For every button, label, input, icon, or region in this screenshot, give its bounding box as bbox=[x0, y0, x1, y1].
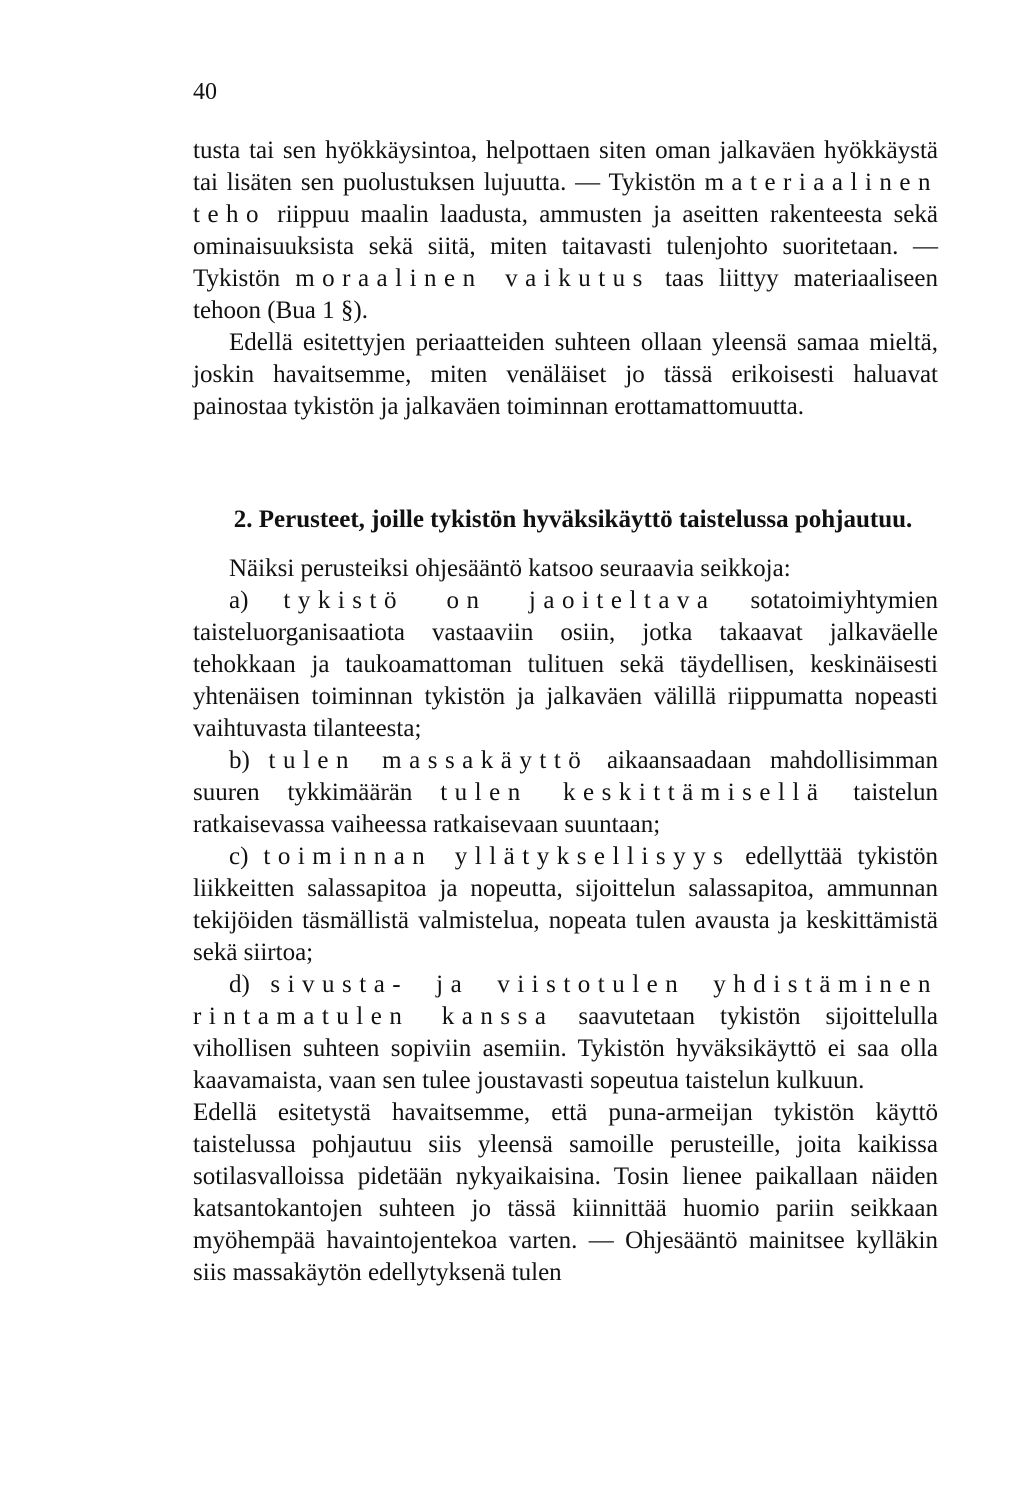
top-text bbox=[193, 135, 938, 423]
intro-paragraph: Näiksi perusteiksi ohjesääntö katsoo seuraavia seikkoja: bbox=[229, 555, 791, 582]
spaced-term: moraalinen vaikutus bbox=[295, 265, 650, 292]
section-text bbox=[193, 553, 938, 1289]
list-item-b: b) tulen massakäyttö aikaansaadaan mahdollisimman suuren tykkimäärän tulen keskittämisellä taistelun ratkaisevassa vaiheessa ratkaisevaan suuntaan; bbox=[193, 747, 939, 838]
list-item-c: c) toiminnan yllätyksellisyys edellyttää tykistön liikkeitten salassapitoa ja nopeutta, sijoittelun salassapitoa, ammunnan tekijöiden täsmällistä valmistelua, nopeata tulen avausta ja keskittämistä sekä siirtoa; bbox=[193, 843, 939, 966]
paragraph-1: tusta tai sen hyökkäysintoa, helpottaen siten oman jalkaväen hyökkäystä tai lisäten sen puolustuksen lujuutta. — Tykistön materiaalinen teho riippuu maalin laadusta, ammusten ja aseitten rakenteesta sekä ominaisuuksista sekä siitä, miten taitavasti tulenjohto suoritetaan. — Tykistön moraalinen vaikutus taas liittyy materiaaliseen tehoon (Bua 1 §). bbox=[193, 137, 938, 324]
page-number: 40 bbox=[193, 79, 217, 105]
paragraph-2: Edellä esitettyjen periaatteiden suhteen ollaan yleensä samaa mieltä, joskin havaitsemme, miten venäläiset jo tässä erikoisesti haluavat painostaa tykistön ja jalkaväen toiminnan erottamattomuutta. bbox=[193, 329, 938, 420]
list-item-d: d) sivusta- ja viistotulen yhdistäminen rintamatulen kanssa saavutetaan tykistön sijoittelulla vihollisen suhteen sopiviin asemiin. Tykistön hyväksikäyttö ei saa olla kaavamaista, vaan sen tulee joustavasti sopeutua taistelun kulkuun. bbox=[193, 971, 939, 1094]
paragraph-3: Edellä esitetystä havaitsemme, että puna-armeijan tykistön käyttö taistelussa pohjautuu siis yleensä samoille perusteille, joita kaikissa sotilasvalloissa pidetään nykyaikaisina. Tosin lienee paikallaan näiden katsantokantojen suhteen jo tässä kiinnittää huomio pariin seikkaan myöhempää havaintojentekoa varten. — Ohjesääntö mainitsee kylläkin siis massakäytön edellytyksenä tulen bbox=[193, 1099, 938, 1286]
section-heading: 2. Perusteet, joille tykistön hyväksikäyttö taistelussa pohjautuu. bbox=[233, 506, 913, 533]
spaced-term: materiaalinen teho bbox=[193, 169, 938, 228]
list-item-a: a) tykistö on jaoiteltava sotatoimiyhtymien taisteluorganisaatiota vastaaviin osiin, jotka takaavat jalkaväelle tehokkaan ja taukoamattoman tulituen sekä täydellisen, keskinäisesti yhtenäisen toiminnan tykistön ja jalkaväen välillä riippumatta nopeasti vaihtuvasta tilanteesta; bbox=[193, 587, 939, 742]
